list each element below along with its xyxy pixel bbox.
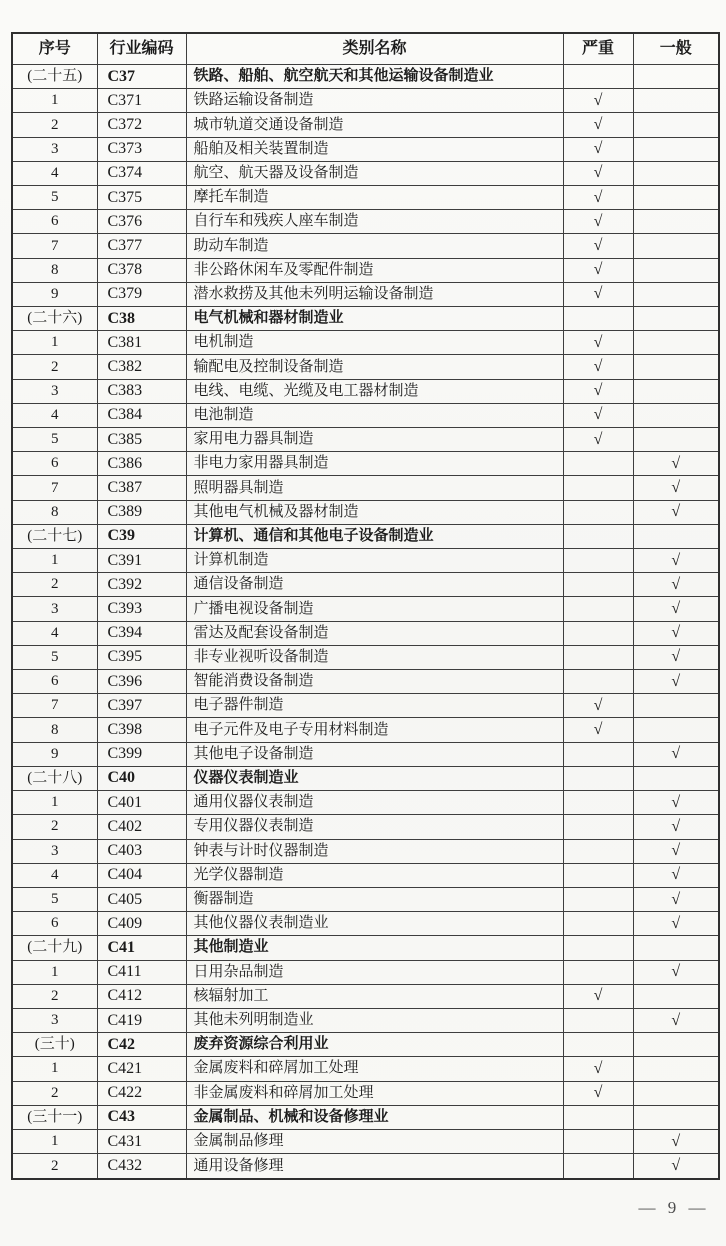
cell-severe-checkmark [563, 621, 633, 645]
table-row [12, 791, 719, 815]
cell-industry-code: C382 [97, 355, 186, 379]
column-header-seq: 序号 [12, 33, 97, 65]
cell-seq: (二十八) [12, 766, 97, 790]
cell-category-name: 照明器具制造 [186, 476, 563, 500]
cell-seq: 4 [12, 621, 97, 645]
cell-industry-code: C42 [97, 1033, 186, 1057]
cell-seq: 3 [12, 839, 97, 863]
cell-severe-checkmark: √ [563, 258, 633, 282]
cell-general-checkmark: √ [633, 573, 719, 597]
cell-general-checkmark: √ [633, 1154, 719, 1179]
cell-seq: (二十六) [12, 307, 97, 331]
cell-industry-code: C377 [97, 234, 186, 258]
cell-general-checkmark: √ [633, 742, 719, 766]
cell-category-name: 电子元件及电子专用材料制造 [186, 718, 563, 742]
table-row [12, 186, 719, 210]
cell-industry-code: C39 [97, 524, 186, 548]
cell-severe-checkmark [563, 839, 633, 863]
cell-severe-checkmark: √ [563, 718, 633, 742]
cell-category-name: 电子器件制造 [186, 694, 563, 718]
section-row [12, 307, 719, 331]
cell-seq: 3 [12, 1008, 97, 1032]
cell-severe-checkmark [563, 1105, 633, 1129]
cell-seq: 1 [12, 960, 97, 984]
cell-industry-code: C422 [97, 1081, 186, 1105]
cell-category-name: 金属制品、机械和设备修理业 [186, 1105, 563, 1129]
cell-seq: 3 [12, 597, 97, 621]
cell-industry-code: C373 [97, 137, 186, 161]
cell-general-checkmark: √ [633, 863, 719, 887]
cell-industry-code: C387 [97, 476, 186, 500]
cell-seq: 7 [12, 476, 97, 500]
cell-general-checkmark [633, 258, 719, 282]
cell-general-checkmark: √ [633, 887, 719, 911]
cell-general-checkmark [633, 1057, 719, 1081]
cell-general-checkmark: √ [633, 1129, 719, 1153]
cell-industry-code: C372 [97, 113, 186, 137]
cell-severe-checkmark [563, 307, 633, 331]
cell-industry-code: C383 [97, 379, 186, 403]
cell-general-checkmark: √ [633, 791, 719, 815]
cell-category-name: 电气机械和器材制造业 [186, 307, 563, 331]
cell-general-checkmark: √ [633, 1008, 719, 1032]
section-row [12, 1105, 719, 1129]
cell-general-checkmark [633, 1081, 719, 1105]
cell-general-checkmark [633, 718, 719, 742]
cell-industry-code: C401 [97, 791, 186, 815]
cell-seq: 2 [12, 815, 97, 839]
cell-industry-code: C384 [97, 403, 186, 427]
cell-category-name: 助动车制造 [186, 234, 563, 258]
section-row [12, 65, 719, 89]
cell-general-checkmark [633, 113, 719, 137]
cell-seq: 7 [12, 694, 97, 718]
cell-general-checkmark: √ [633, 815, 719, 839]
table-row [12, 1057, 719, 1081]
cell-severe-checkmark: √ [563, 186, 633, 210]
cell-industry-code: C371 [97, 89, 186, 113]
cell-severe-checkmark: √ [563, 984, 633, 1008]
cell-industry-code: C404 [97, 863, 186, 887]
cell-category-name: 仪器仪表制造业 [186, 766, 563, 790]
cell-seq: (二十七) [12, 524, 97, 548]
cell-industry-code: C405 [97, 887, 186, 911]
cell-category-name: 非金属废料和碎屑加工处理 [186, 1081, 563, 1105]
cell-category-name: 雷达及配套设备制造 [186, 621, 563, 645]
column-header-general: 一般 [633, 33, 719, 65]
cell-industry-code: C37 [97, 65, 186, 89]
cell-industry-code: C402 [97, 815, 186, 839]
table-header [12, 33, 719, 65]
cell-category-name: 铁路运输设备制造 [186, 89, 563, 113]
cell-severe-checkmark [563, 1008, 633, 1032]
cell-severe-checkmark [563, 452, 633, 476]
table-row [12, 258, 719, 282]
cell-severe-checkmark: √ [563, 1081, 633, 1105]
table-row [12, 210, 719, 234]
table-row [12, 863, 719, 887]
table-row [12, 89, 719, 113]
cell-seq: 1 [12, 1129, 97, 1153]
cell-general-checkmark: √ [633, 621, 719, 645]
cell-industry-code: C379 [97, 282, 186, 306]
cell-general-checkmark [633, 307, 719, 331]
cell-general-checkmark: √ [633, 960, 719, 984]
cell-severe-checkmark [563, 65, 633, 89]
cell-general-checkmark [633, 428, 719, 452]
cell-seq: 6 [12, 210, 97, 234]
cell-seq: 5 [12, 428, 97, 452]
cell-category-name: 金属制品修理 [186, 1129, 563, 1153]
cell-seq: 6 [12, 912, 97, 936]
table-row [12, 161, 719, 185]
cell-category-name: 非公路休闲车及零配件制造 [186, 258, 563, 282]
cell-severe-checkmark [563, 549, 633, 573]
cell-severe-checkmark [563, 887, 633, 911]
cell-severe-checkmark: √ [563, 113, 633, 137]
table-header-row [12, 33, 719, 65]
cell-category-name: 电机制造 [186, 331, 563, 355]
cell-general-checkmark: √ [633, 452, 719, 476]
table-row [12, 1081, 719, 1105]
cell-severe-checkmark [563, 742, 633, 766]
table-row [12, 549, 719, 573]
table-row [12, 1008, 719, 1032]
cell-severe-checkmark [563, 573, 633, 597]
cell-industry-code: C391 [97, 549, 186, 573]
cell-industry-code: C389 [97, 500, 186, 524]
cell-seq: 1 [12, 549, 97, 573]
cell-category-name: 其他电气机械及器材制造 [186, 500, 563, 524]
cell-industry-code: C378 [97, 258, 186, 282]
cell-category-name: 潜水救捞及其他未列明运输设备制造 [186, 282, 563, 306]
cell-category-name: 通用仪器仪表制造 [186, 791, 563, 815]
cell-severe-checkmark: √ [563, 137, 633, 161]
column-header-code: 行业编码 [97, 33, 186, 65]
cell-general-checkmark: √ [633, 500, 719, 524]
cell-industry-code: C403 [97, 839, 186, 863]
cell-severe-checkmark: √ [563, 1057, 633, 1081]
cell-industry-code: C385 [97, 428, 186, 452]
cell-category-name: 其他电子设备制造 [186, 742, 563, 766]
cell-severe-checkmark [563, 815, 633, 839]
cell-severe-checkmark [563, 500, 633, 524]
cell-industry-code: C375 [97, 186, 186, 210]
cell-industry-code: C431 [97, 1129, 186, 1153]
table-row [12, 839, 719, 863]
cell-industry-code: C419 [97, 1008, 186, 1032]
cell-general-checkmark: √ [633, 476, 719, 500]
cell-seq: (三十一) [12, 1105, 97, 1129]
cell-general-checkmark [633, 1105, 719, 1129]
cell-general-checkmark [633, 282, 719, 306]
cell-seq: 6 [12, 452, 97, 476]
table-row [12, 234, 719, 258]
table-row [12, 984, 719, 1008]
cell-category-name: 日用杂品制造 [186, 960, 563, 984]
table-row [12, 403, 719, 427]
cell-category-name: 航空、航天器及设备制造 [186, 161, 563, 185]
cell-severe-checkmark [563, 791, 633, 815]
cell-general-checkmark [633, 65, 719, 89]
cell-general-checkmark [633, 403, 719, 427]
cell-category-name: 摩托车制造 [186, 186, 563, 210]
cell-seq: 2 [12, 355, 97, 379]
cell-seq: 9 [12, 742, 97, 766]
table-row [12, 694, 719, 718]
cell-general-checkmark: √ [633, 670, 719, 694]
cell-general-checkmark [633, 524, 719, 548]
cell-industry-code: C395 [97, 645, 186, 669]
cell-category-name: 废弃资源综合利用业 [186, 1033, 563, 1057]
cell-seq: 4 [12, 161, 97, 185]
cell-industry-code: C43 [97, 1105, 186, 1129]
cell-seq: 9 [12, 282, 97, 306]
cell-general-checkmark [633, 210, 719, 234]
cell-general-checkmark [633, 355, 719, 379]
cell-industry-code: C398 [97, 718, 186, 742]
cell-industry-code: C411 [97, 960, 186, 984]
column-header-name: 类别名称 [186, 33, 563, 65]
cell-severe-checkmark: √ [563, 331, 633, 355]
cell-seq: 4 [12, 863, 97, 887]
cell-general-checkmark [633, 161, 719, 185]
cell-seq: 5 [12, 186, 97, 210]
table-row [12, 500, 719, 524]
cell-general-checkmark [633, 694, 719, 718]
cell-seq: 7 [12, 234, 97, 258]
cell-general-checkmark [633, 186, 719, 210]
page-number: — 9 — [638, 1198, 706, 1217]
cell-seq: 4 [12, 403, 97, 427]
section-row [12, 524, 719, 548]
industry-classification-table [11, 32, 720, 1180]
cell-industry-code: C399 [97, 742, 186, 766]
table-row [12, 718, 719, 742]
cell-seq: 1 [12, 1057, 97, 1081]
table-row [12, 331, 719, 355]
cell-general-checkmark [633, 1033, 719, 1057]
cell-severe-checkmark: √ [563, 428, 633, 452]
table-row [12, 960, 719, 984]
table-row [12, 1129, 719, 1153]
cell-severe-checkmark [563, 1154, 633, 1179]
cell-industry-code: C412 [97, 984, 186, 1008]
cell-general-checkmark [633, 234, 719, 258]
cell-category-name: 广播电视设备制造 [186, 597, 563, 621]
cell-seq: 2 [12, 573, 97, 597]
cell-industry-code: C396 [97, 670, 186, 694]
cell-general-checkmark [633, 936, 719, 960]
cell-industry-code: C40 [97, 766, 186, 790]
cell-seq: 2 [12, 1081, 97, 1105]
cell-severe-checkmark [563, 912, 633, 936]
cell-category-name: 电池制造 [186, 403, 563, 427]
cell-seq: 1 [12, 89, 97, 113]
cell-severe-checkmark [563, 645, 633, 669]
cell-seq: 2 [12, 984, 97, 1008]
table-row [12, 379, 719, 403]
column-header-severe: 严重 [563, 33, 633, 65]
cell-severe-checkmark: √ [563, 379, 633, 403]
cell-severe-checkmark: √ [563, 210, 633, 234]
cell-industry-code: C397 [97, 694, 186, 718]
cell-severe-checkmark: √ [563, 355, 633, 379]
cell-category-name: 城市轨道交通设备制造 [186, 113, 563, 137]
cell-category-name: 通用设备修理 [186, 1154, 563, 1179]
table-row [12, 137, 719, 161]
cell-industry-code: C393 [97, 597, 186, 621]
cell-category-name: 通信设备制造 [186, 573, 563, 597]
cell-industry-code: C421 [97, 1057, 186, 1081]
cell-general-checkmark: √ [633, 549, 719, 573]
cell-seq: (二十九) [12, 936, 97, 960]
cell-industry-code: C381 [97, 331, 186, 355]
table-row [12, 670, 719, 694]
cell-seq: 8 [12, 258, 97, 282]
cell-industry-code: C38 [97, 307, 186, 331]
cell-category-name: 自行车和残疾人座车制造 [186, 210, 563, 234]
cell-category-name: 衡器制造 [186, 887, 563, 911]
cell-severe-checkmark [563, 936, 633, 960]
cell-seq: 8 [12, 718, 97, 742]
section-row [12, 936, 719, 960]
cell-severe-checkmark [563, 597, 633, 621]
cell-severe-checkmark: √ [563, 89, 633, 113]
table-row [12, 1154, 719, 1179]
cell-category-name: 输配电及控制设备制造 [186, 355, 563, 379]
cell-seq: 6 [12, 670, 97, 694]
cell-industry-code: C394 [97, 621, 186, 645]
cell-industry-code: C374 [97, 161, 186, 185]
cell-category-name: 其他制造业 [186, 936, 563, 960]
cell-category-name: 其他仪器仪表制造业 [186, 912, 563, 936]
table-row [12, 887, 719, 911]
table-row [12, 282, 719, 306]
cell-category-name: 铁路、船舶、航空航天和其他运输设备制造业 [186, 65, 563, 89]
cell-severe-checkmark [563, 1033, 633, 1057]
cell-general-checkmark [633, 89, 719, 113]
cell-category-name: 核辐射加工 [186, 984, 563, 1008]
cell-category-name: 计算机制造 [186, 549, 563, 573]
cell-seq: 2 [12, 113, 97, 137]
cell-severe-checkmark: √ [563, 694, 633, 718]
cell-category-name: 金属废料和碎屑加工处理 [186, 1057, 563, 1081]
cell-seq: 5 [12, 887, 97, 911]
cell-category-name: 计算机、通信和其他电子设备制造业 [186, 524, 563, 548]
table-row [12, 742, 719, 766]
cell-seq: 1 [12, 791, 97, 815]
table-row [12, 476, 719, 500]
cell-category-name: 家用电力器具制造 [186, 428, 563, 452]
cell-severe-checkmark: √ [563, 403, 633, 427]
table-row [12, 597, 719, 621]
cell-industry-code: C409 [97, 912, 186, 936]
cell-severe-checkmark [563, 960, 633, 984]
cell-severe-checkmark: √ [563, 234, 633, 258]
cell-general-checkmark [633, 379, 719, 403]
cell-severe-checkmark [563, 863, 633, 887]
cell-severe-checkmark: √ [563, 161, 633, 185]
cell-severe-checkmark [563, 476, 633, 500]
cell-severe-checkmark [563, 670, 633, 694]
table-row [12, 621, 719, 645]
cell-category-name: 船舶及相关装置制造 [186, 137, 563, 161]
cell-general-checkmark [633, 766, 719, 790]
cell-industry-code: C386 [97, 452, 186, 476]
cell-seq: 3 [12, 379, 97, 403]
cell-general-checkmark [633, 137, 719, 161]
cell-seq: 1 [12, 331, 97, 355]
cell-severe-checkmark [563, 766, 633, 790]
cell-severe-checkmark: √ [563, 282, 633, 306]
table-body [12, 65, 719, 1180]
cell-category-name: 光学仪器制造 [186, 863, 563, 887]
table-row [12, 428, 719, 452]
cell-general-checkmark [633, 984, 719, 1008]
cell-general-checkmark: √ [633, 912, 719, 936]
cell-industry-code: C392 [97, 573, 186, 597]
cell-general-checkmark: √ [633, 645, 719, 669]
cell-severe-checkmark [563, 524, 633, 548]
cell-seq: 8 [12, 500, 97, 524]
cell-industry-code: C376 [97, 210, 186, 234]
cell-seq: 5 [12, 645, 97, 669]
table-row [12, 645, 719, 669]
section-row [12, 766, 719, 790]
cell-category-name: 非专业视听设备制造 [186, 645, 563, 669]
cell-category-name: 智能消费设备制造 [186, 670, 563, 694]
table-row [12, 912, 719, 936]
cell-general-checkmark: √ [633, 597, 719, 621]
cell-industry-code: C432 [97, 1154, 186, 1179]
table-row [12, 815, 719, 839]
cell-category-name: 其他未列明制造业 [186, 1008, 563, 1032]
cell-seq: (二十五) [12, 65, 97, 89]
cell-category-name: 专用仪器仪表制造 [186, 815, 563, 839]
cell-category-name: 电线、电缆、光缆及电工器材制造 [186, 379, 563, 403]
cell-category-name: 钟表与计时仪器制造 [186, 839, 563, 863]
section-row [12, 1033, 719, 1057]
cell-severe-checkmark [563, 1129, 633, 1153]
cell-seq: 2 [12, 1154, 97, 1179]
table-row [12, 113, 719, 137]
cell-seq: (三十) [12, 1033, 97, 1057]
cell-category-name: 非电力家用器具制造 [186, 452, 563, 476]
cell-seq: 3 [12, 137, 97, 161]
table-row [12, 452, 719, 476]
cell-general-checkmark [633, 331, 719, 355]
table-row [12, 573, 719, 597]
cell-industry-code: C41 [97, 936, 186, 960]
table-row [12, 355, 719, 379]
cell-general-checkmark: √ [633, 839, 719, 863]
